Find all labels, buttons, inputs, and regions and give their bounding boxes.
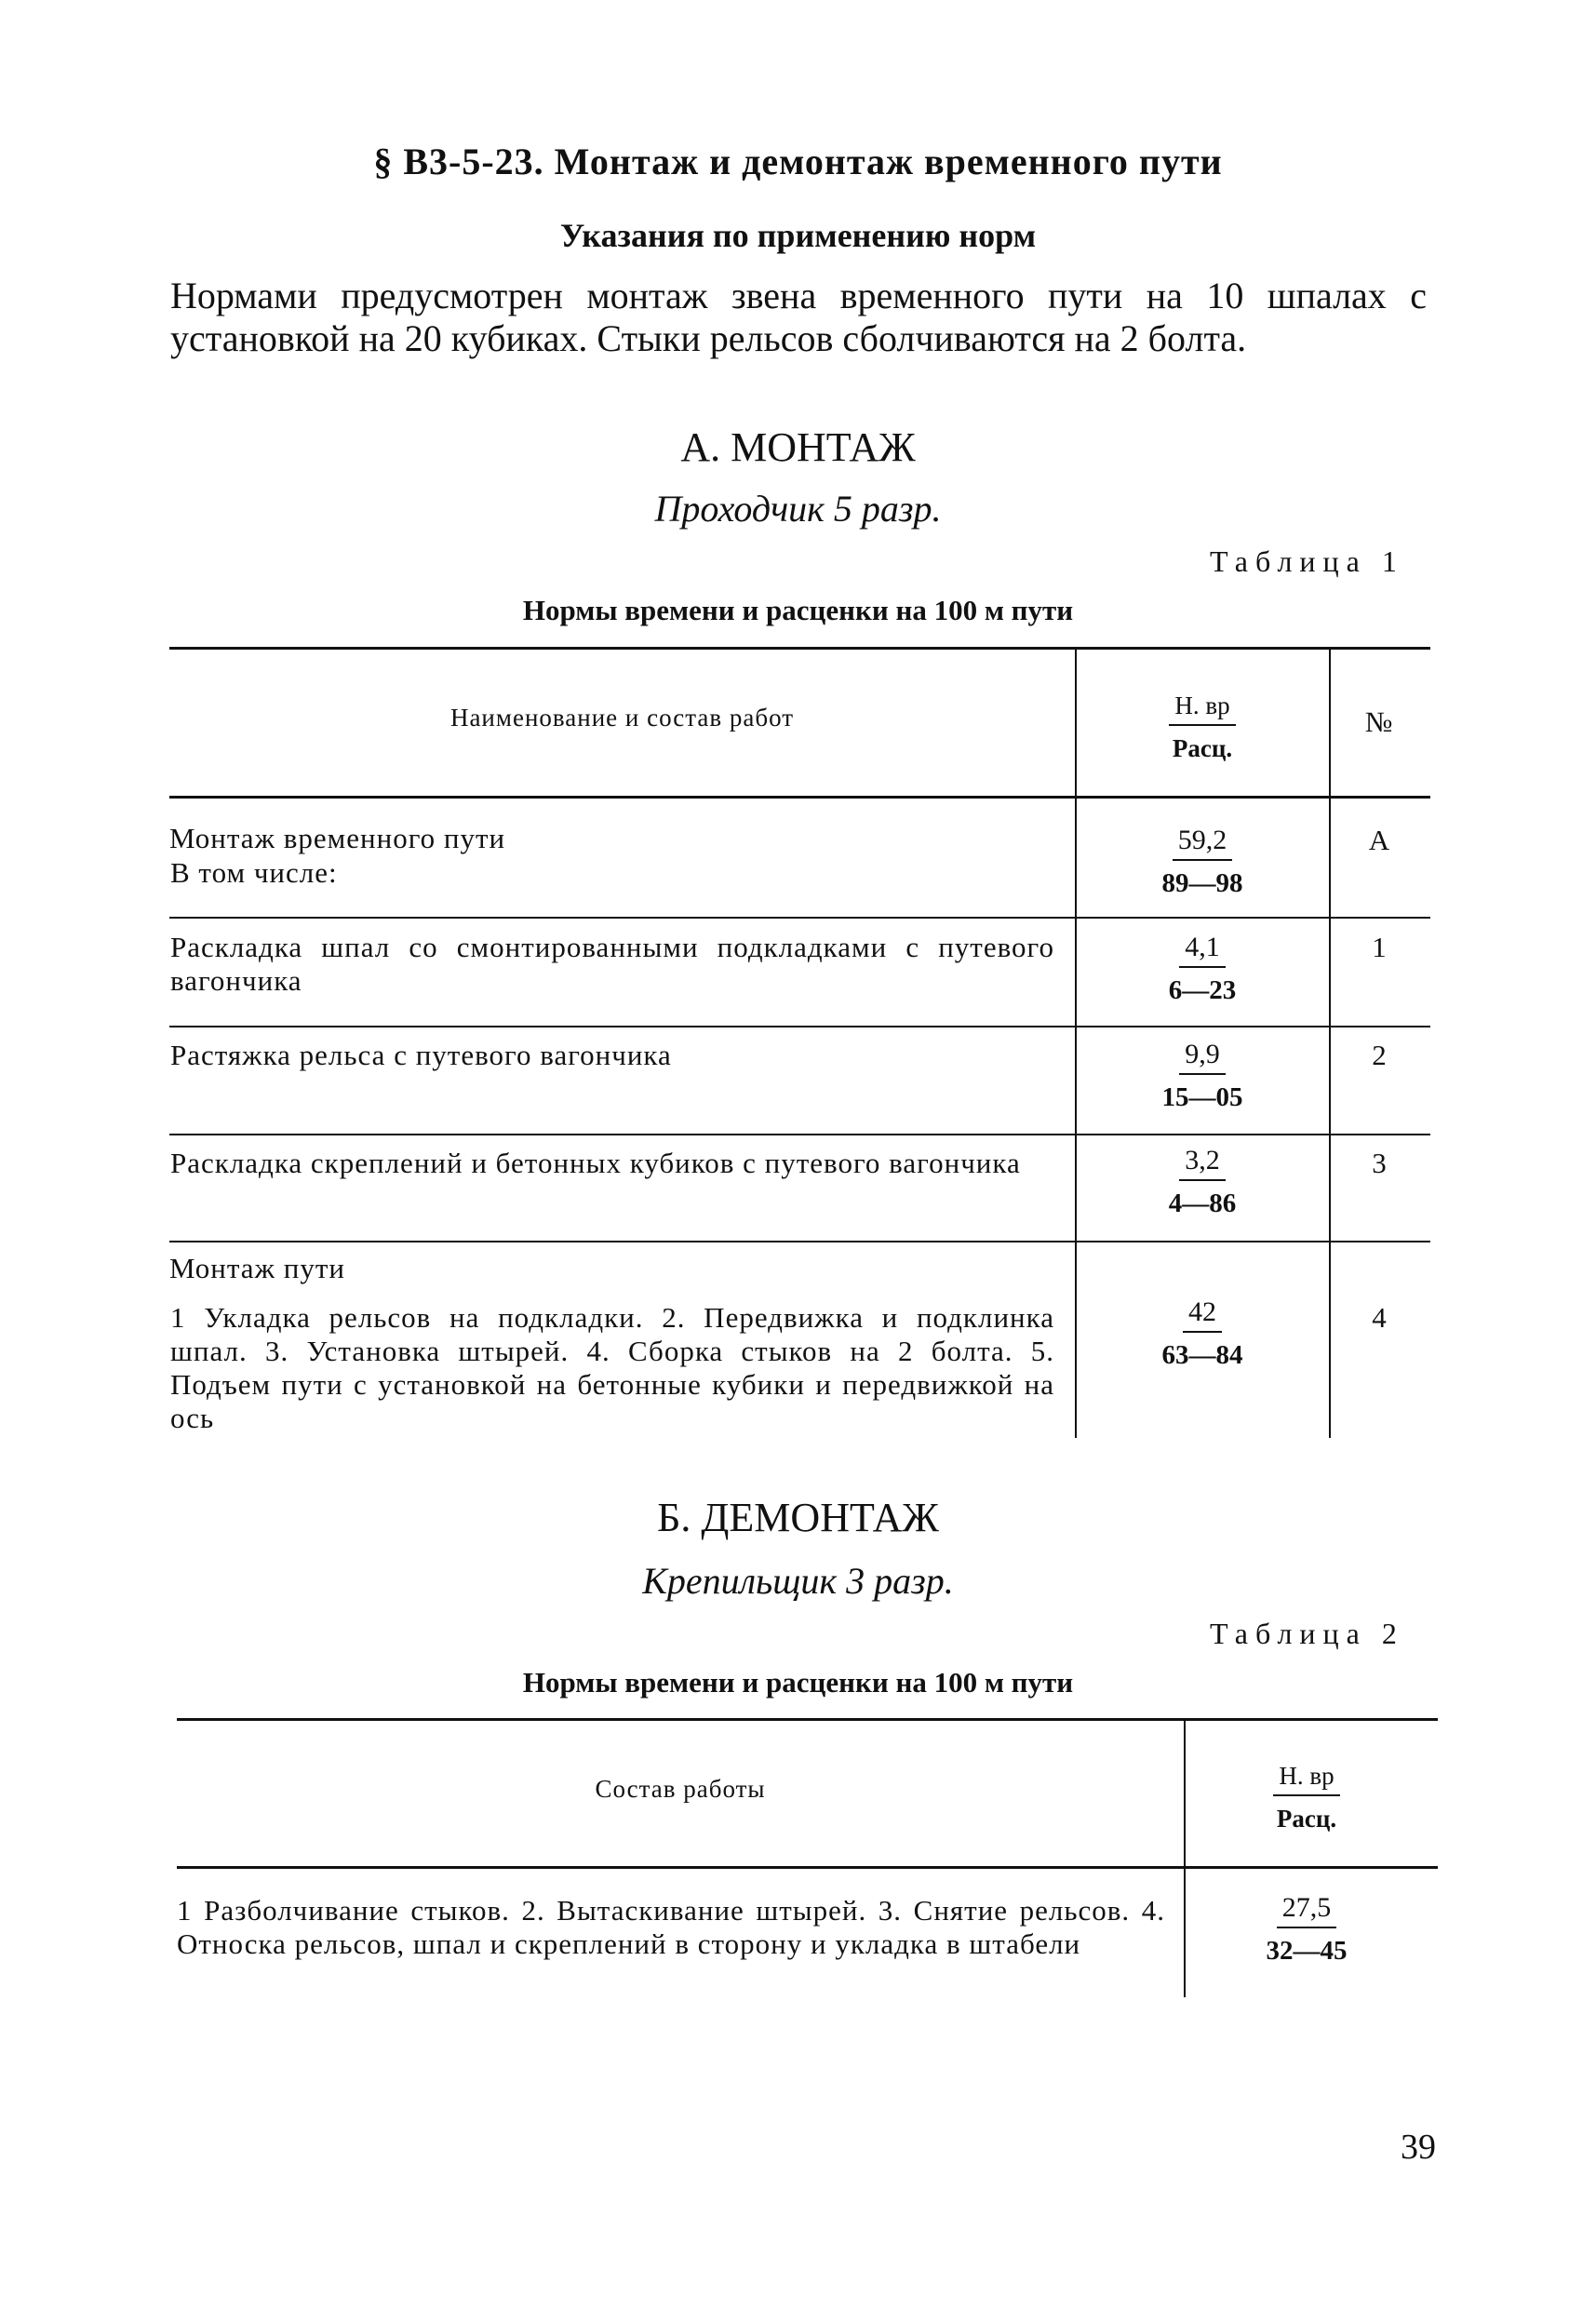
- table-row-text: Раскладка шпал со смонтированными подкладками с путевого вагончика: [170, 931, 1054, 997]
- table-2-label: Таблица 2: [1210, 1617, 1404, 1650]
- section-b-worker: Крепильщик 3 разр.: [642, 1560, 954, 1602]
- rate-nvr: 59,2: [1173, 824, 1233, 861]
- rate-nvr: 27,5: [1277, 1891, 1337, 1928]
- row-number: 3: [1372, 1147, 1387, 1179]
- row-number: 1: [1372, 931, 1387, 963]
- rate-nvr: 4,1: [1179, 931, 1226, 968]
- table-1-header-rate: [1128, 689, 1277, 767]
- section-heading: § В3-5-23. Монтаж и демонтаж временного пути: [373, 141, 1223, 182]
- subheading: Указания по применению норм: [559, 217, 1037, 254]
- table-1-caption: Нормы времени и расценки на 100 м пути: [522, 594, 1074, 626]
- row-number: 2: [1372, 1039, 1387, 1071]
- rate-rasc: 63—84: [1161, 1340, 1243, 1370]
- table-row-text: Раскладка скреплений и бетонных кубиков с путевого вагончика: [170, 1147, 1021, 1179]
- section-a-title: А. МОНТАЖ: [680, 424, 916, 470]
- row-subtitle: В том числе:: [170, 856, 338, 889]
- section-a-worker: Проходчик 5 разр.: [654, 488, 942, 530]
- table-row-rate: [1128, 931, 1277, 1009]
- rate-rasc: 32—45: [1266, 1936, 1348, 1966]
- rate-rasc: 4—86: [1168, 1189, 1237, 1218]
- rate-nvr: 42: [1183, 1296, 1222, 1333]
- table-2-header-rate: [1232, 1759, 1381, 1837]
- table-row-rate: [1128, 824, 1277, 902]
- table-2-header-name: Состав работы: [595, 1775, 766, 1803]
- header-rasc: Расц.: [1276, 1805, 1337, 1833]
- table-row-text: 1 Разболчивание стыков. 2. Вытаскивание штырей. 3. Снятие рельсов. 4. Относка рельсов, шпал и скреплений в сторону и укладка в штабели: [177, 1894, 1165, 1960]
- table-1-header-no: №: [1364, 705, 1394, 738]
- table-row-rate: [1128, 1038, 1277, 1116]
- table-2-caption: Нормы времени и расценки на 100 м пути: [522, 1666, 1074, 1699]
- rate-rasc: 15—05: [1161, 1082, 1243, 1112]
- table-row-text: Растяжка рельса с путевого вагончика: [170, 1039, 672, 1071]
- table-row-rate: [1232, 1891, 1381, 1969]
- rate-nvr: 9,9: [1179, 1038, 1226, 1075]
- rate-nvr: 3,2: [1179, 1144, 1226, 1181]
- rate-rasc: 6—23: [1168, 975, 1237, 1005]
- header-rasc: Расц.: [1172, 734, 1233, 762]
- table-row-rate: [1128, 1144, 1277, 1222]
- row-title: Монтаж временного пути: [169, 822, 506, 854]
- header-nvr: Н. вр: [1273, 1759, 1339, 1796]
- table-1-header-name: Наименование и состав работ: [449, 704, 795, 732]
- table-1-label: Таблица 1: [1210, 544, 1404, 578]
- header-nvr: Н. вр: [1169, 689, 1235, 726]
- intro-paragraph: Нормами предусмотрен монтаж звена временного пути на 10 шпалах с установкой на 20 кубиках. Стыки рельсов сболчиваются на 2 болта.: [170, 275, 1427, 359]
- rate-rasc: 89—98: [1161, 868, 1243, 898]
- row-title: Монтаж пути: [169, 1252, 345, 1284]
- row-number: 4: [1372, 1301, 1387, 1334]
- row-number: А: [1368, 824, 1390, 856]
- section-b-title: Б. ДЕМОНТАЖ: [657, 1495, 939, 1540]
- page-number: 39: [1401, 2128, 1436, 2167]
- table-row-text: 1 Укладка рельсов на подкладки. 2. Передвижка и подклинка шпал. 3. Установка штырей. 4. Сборка стыков на 2 болта. 5. Подъем пути с установкой на бетонные кубики и передвижкой на ось: [170, 1301, 1054, 1434]
- table-row-rate: [1128, 1296, 1277, 1374]
